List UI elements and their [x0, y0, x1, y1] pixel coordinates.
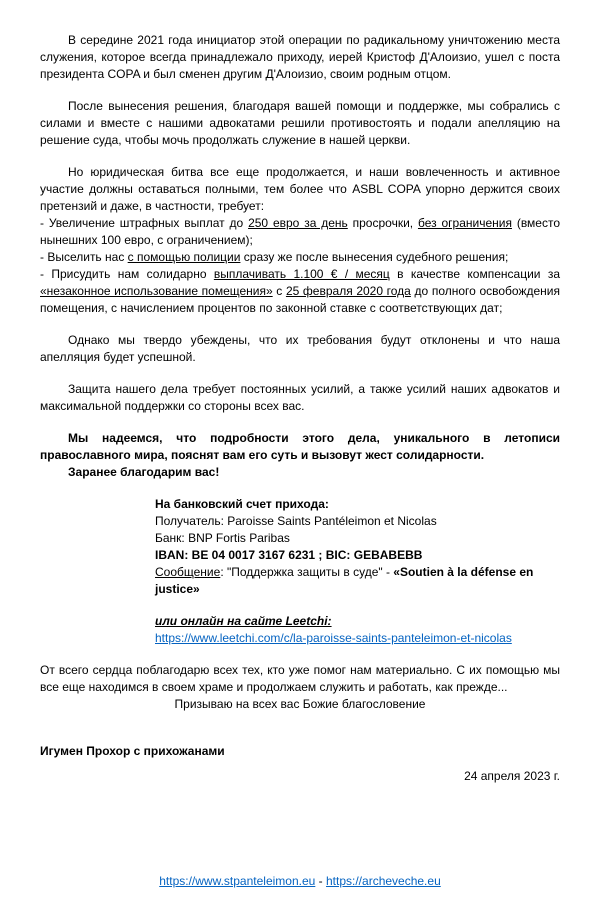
list-item-compensation: [40, 266, 560, 317]
paragraph-gratitude: От всего сердца поблагодарю всех тех, кто уже помог нам материально. С их помощью мы все еще находимся в своем храме и продолжаем служить и работать, как прежде...: [40, 663, 560, 694]
paragraph-effort: Защита нашего дела требует постоянных усилий, а также усилий наших адвокатов и максимальной поддержки со стороны всех вас.: [40, 382, 560, 413]
paragraph-thanks-in-advance: Заранее благодарим вас!: [68, 465, 220, 479]
archeveche-link[interactable]: https://archeveche.eu: [326, 874, 441, 888]
text-segment: : "Поддержка защиты в суде" -: [220, 565, 394, 579]
date-line: 24 апреля 2023 г.: [464, 769, 560, 783]
text-segment: - Увеличение штрафных выплат до: [40, 216, 249, 230]
text-segment: в качестве компенсации за: [389, 267, 560, 281]
text-segment: сразу же после вынесения судебного решения;: [240, 250, 509, 264]
text-segment: просрочки,: [347, 216, 418, 230]
bank-recipient: Получатель: Paroisse Saints Pantéleimon et Nicolas: [155, 514, 437, 528]
donation-link-line: [155, 630, 560, 647]
bank-details-block: [155, 496, 560, 647]
text-segment: - Выселить нас: [40, 250, 128, 264]
text-segment: до полного освобождения помещения, с начислением процентов по законной ставке с соответствующих дат;: [40, 284, 560, 315]
message-french: «Soutien à la défense en justice»: [155, 565, 534, 596]
underlined-text: 250 евро за день: [248, 216, 348, 230]
underlined-text: с помощью полиции: [127, 250, 241, 264]
spacer: [155, 598, 560, 613]
page-footer: [0, 873, 600, 890]
paragraph-solidarity: Мы надеемся, что подробности этого дела, уникального в летописи православного мира, пояснят вам его суть и вызовут жест солидарности.: [40, 431, 560, 462]
text-segment: с: [272, 284, 286, 298]
paragraph-blessing: Призываю на всех вас Божие благословение: [174, 697, 426, 711]
bank-name: Банк: BNP Fortis Paribas: [155, 531, 290, 545]
online-donation-label: или онлайн на сайте Leetchi:: [155, 614, 332, 628]
list-item-penalty: [40, 215, 560, 249]
text-segment: - Присудить нам солидарно: [40, 267, 214, 281]
bank-title: На банковский счет прихода:: [155, 497, 329, 511]
paragraph-initiator: В середине 2021 года инициатор этой операции по радикальному уничтожению места служения, которое всегда принадлежало приходу, иерей Кристоф Д'Алоизио, ушел с поста президента COPA и был сменен другим Д'Алоизио, своим родным отцом.: [40, 33, 560, 81]
footer-separator: -: [315, 874, 326, 888]
underlined-text: 25 февраля 2020 года: [285, 284, 411, 298]
leetchi-donation-link[interactable]: https://www.leetchi.com/c/la-paroisse-saints-panteleimon-et-nicolas: [155, 631, 512, 645]
paragraph-legal-battle: Но юридическая битва все еще продолжается, и наши вовлеченность и активное участие должны оставаться полными, тем более что ASBL COPA упорно держится своих претензий и даже, в частности, требует:: [40, 165, 560, 213]
message-label: Сообщение: [155, 565, 221, 579]
signature-line: Игумен Прохор с прихожанами: [40, 744, 225, 758]
list-item-eviction: [40, 249, 560, 266]
underlined-text: «незаконное использование помещения»: [40, 284, 273, 298]
stpanteleimon-link[interactable]: https://www.stpanteleimon.eu: [159, 874, 316, 888]
underlined-text: выплачивать 1.100 € / месяц: [213, 267, 390, 281]
bank-message-line: [155, 564, 560, 598]
bank-iban-bic: IBAN: BE 04 0017 3167 6231 ; BIC: GEBABEBB: [155, 548, 423, 562]
paragraph-conviction: Однако мы твердо убеждены, что их требования будут отклонены и что наша апелляция будет успешной.: [40, 333, 560, 364]
underlined-text: без ограничения: [417, 216, 512, 230]
text-segment: (вместо нынешних 100 евро, с ограничением);: [40, 216, 561, 247]
paragraph-appeal-filed: После вынесения решения, благодаря вашей помощи и поддержке, мы собрались с силами и вместе с нашими адвокатами решили противостоять и подали апелляцию на решение суда, чтобы мочь продолжать служение в нашей церкви.: [40, 99, 560, 147]
